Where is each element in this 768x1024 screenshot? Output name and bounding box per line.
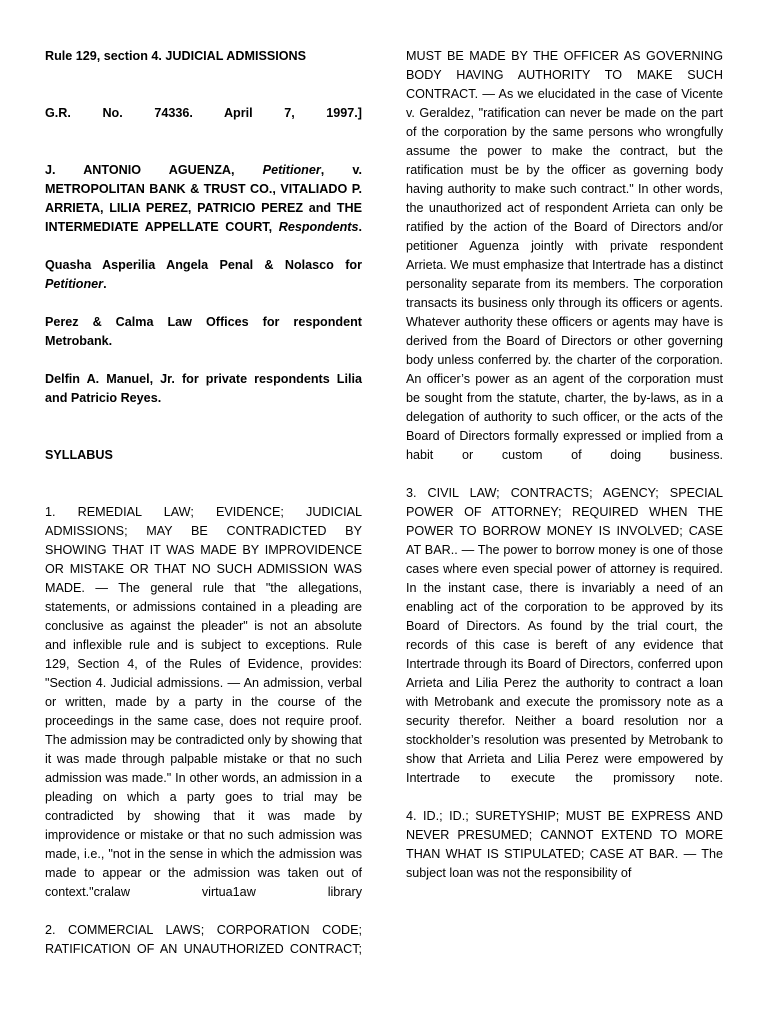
syllabus-item-4: 4. ID.; ID.; SURETYSHIP; MUST BE EXPRESS AND NEVER PRESUMED; CANNOT EXTEND TO MORE THAN WHAT IS STIPULATED; CASE AT BAR. — The subject loan was not the responsibility of <box>406 809 723 880</box>
parties-end: . <box>358 220 362 234</box>
rule-heading: Rule 129, section 4. JUDICIAL ADMISSIONS <box>45 49 307 63</box>
petitioner-label: Petitioner <box>262 163 321 177</box>
case-parties <box>45 161 362 237</box>
respondents-label: Respondents <box>278 220 359 234</box>
metrobank-counsel: Perez & Calma Law Offices for respondent Metrobank. <box>45 315 362 348</box>
counsel1-text: Quasha Asperilia Angela Penal & Nolasco for <box>45 258 362 272</box>
private-respondents-counsel: Delfin A. Manuel, Jr. for private respondents Lilia and Patricio Reyes. <box>45 372 362 405</box>
parties-text-b: , v. METROPOLITAN BANK & TRUST CO., VITALIADO P. ARRIETA, LILIA PEREZ, PATRICIO PEREZ and THE INTERMEDIATE APPELLATE COURT, <box>45 163 362 234</box>
left-column <box>45 47 362 959</box>
parties-text-a: J. ANTONIO AGUENZA, <box>45 163 263 177</box>
right-column <box>406 47 723 883</box>
syllabus-heading: SYLLABUS <box>45 448 113 462</box>
counsel1-end: . <box>103 277 107 291</box>
syllabus-item-2-continued: MUST BE MADE BY THE OFFICER AS GOVERNING BODY HAVING AUTHORITY TO MAKE SUCH CONTRACT. — As we elucidated in the case of Vicente v. Geraldez, "ratification can never be made on the part of the corporation by the same persons who wrongfully assume the power to make the contract, but the ratification must be by the officer as governing body having authority to make such contract." In other words, the unauthorized act of respondent Arrieta can only be ratified by the action of the Board of Directors and/or petitioner Aguenza jointly with private respondent Arrieta. We must emphasize that Intertrade has a distinct personality separate from its members. The corporation transacts its business only through its officers or agents. Whatever authority these officers or agents may have is derived from the Board of Directors or other governing body unless conferred by. the charter of the corporation. An officer’s power as an agent of the corporation must be sought from the statute, charter, the by-laws, as in a delegation of authority to such officer, or the acts of the Board of Directors formally expressed or implied from a habit or custom of doing business. <box>406 49 723 462</box>
syllabus-item-2-start: 2. COMMERCIAL LAWS; CORPORATION CODE; RATIFICATION OF AN UNAUTHORIZED CONTRACT; <box>45 923 362 956</box>
syllabus-item-1: 1. REMEDIAL LAW; EVIDENCE; JUDICIAL ADMISSIONS; MAY BE CONTRADICTED BY SHOWING THAT IT WAS MADE BY IMPROVIDENCE OR MISTAKE OR THAT NO SUCH ADMISSION WAS MADE. — The general rule that "the allegations, statements, or admissions contained in a pleading are conclusive as against the pleader" is not an absolute and inflexible rule and is subject to exceptions. Rule 129, Section 4, of the Rules of Evidence, provides: "Section 4. Judicial admissions. — An admission, verbal or written, made by a party in the course of the proceedings in the same case, does not require proof. The admission may be contradicted only by showing that it was made through palpable mistake or that no such admission was made." In other words, an admission in a pleading on which a party goes to trial may be contradicted by showing that it was made by improvidence or mistake or that no such admission was made, i.e., "not in the sense in which the admission was made to appear or the admission was taken out of context."cralaw virtua1aw library <box>45 505 362 899</box>
syllabus-item-3: 3. CIVIL LAW; CONTRACTS; AGENCY; SPECIAL POWER OF ATTORNEY; REQUIRED WHEN THE POWER TO BORROW MONEY IS INVOLVED; CASE AT BAR.. — The power to borrow money is one of those cases where even special power of attorney is required. In the instant case, there is invariably a need of an enabling act of the corporation to be approved by its Board of Directors. As found by the trial court, the records of this case is bereft of any evidence that Intertrade through its Board of Directors, conferred upon Arrieta and Lilia Perez the authority to contract a loan with Metrobank and execute the promissory note as a security therefor. Neither a board resolution nor a stockholder’s resolution was presented by Metrobank to show that Arrieta and Lilia Perez were empowered by Intertrade to execute the promissory note. <box>406 486 723 785</box>
petitioner-counsel <box>45 256 362 294</box>
gr-number: G.R. No. 74336. April 7, 1997.] <box>45 106 362 120</box>
counsel1-petitioner: Petitioner <box>45 277 104 291</box>
